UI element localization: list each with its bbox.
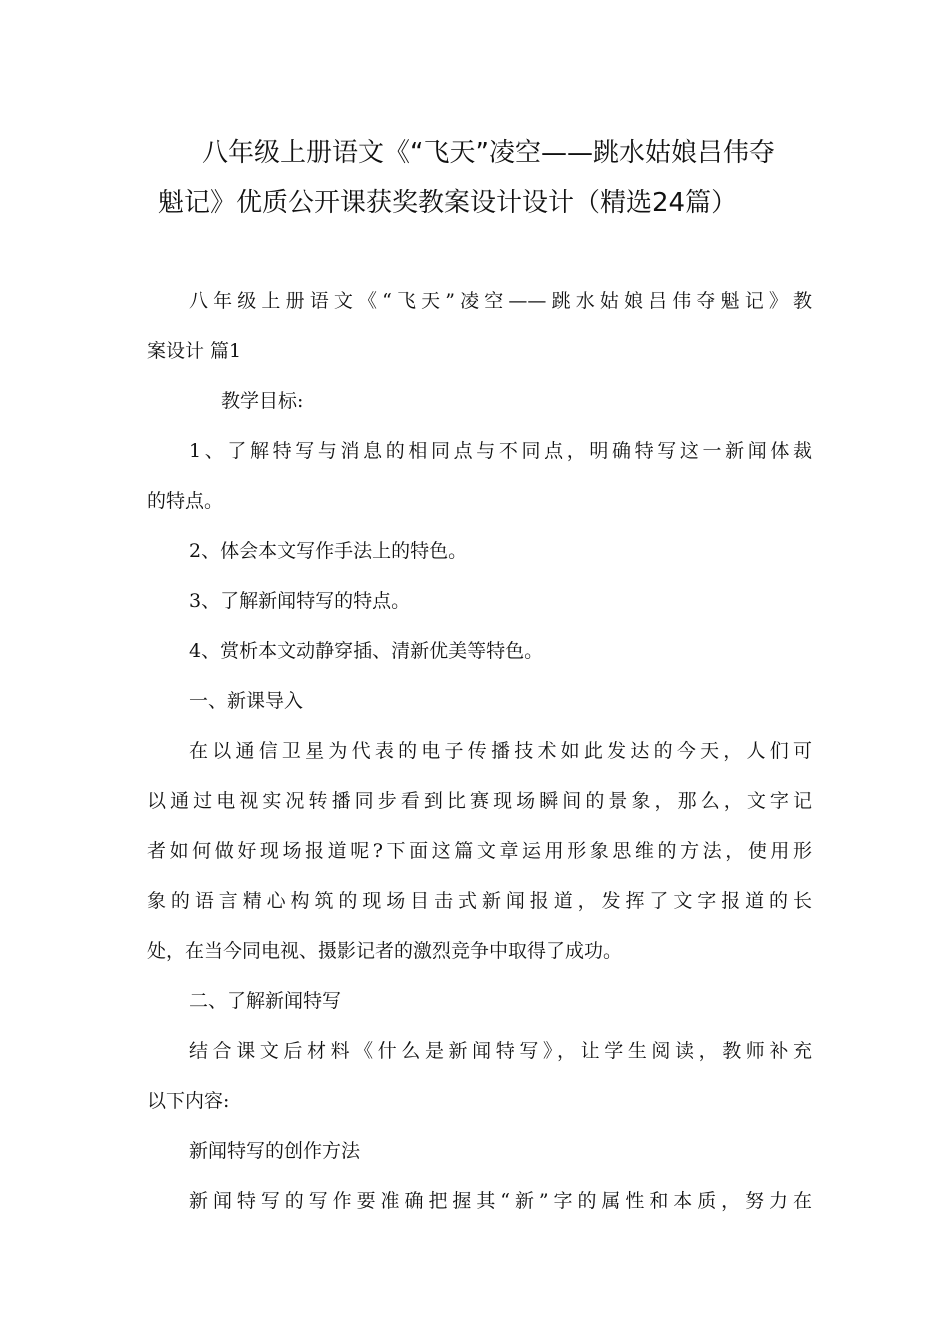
title-line-2: 魁记》优质公开课获奖教案设计设计（精选24篇）: [158, 188, 738, 218]
paragraph-line: 八年级上册语文《“飞天”凌空——跳水姑娘吕伟夺魁记》教: [189, 290, 812, 312]
section-heading: 新闻特写的创作方法: [189, 1140, 361, 1162]
paragraph-line: 以下内容:: [147, 1090, 230, 1112]
paragraph-line: 的特点。: [147, 490, 224, 512]
document-title: [140, 128, 820, 228]
paragraph-line: 象的语言精心构筑的现场目击式新闻报道，发挥了文字报道的长: [147, 890, 812, 912]
paragraph-line: 1、了解特写与消息的相同点与不同点，明确特写这一新闻体裁: [189, 440, 812, 462]
title-line-1: 八年级上册语文《“飞天”凌空——跳水姑娘吕伟夺: [202, 138, 775, 168]
section-heading: 教学目标:: [221, 390, 304, 412]
paragraph-line: 在以通信卫星为代表的电子传播技术如此发达的今天，人们可: [189, 740, 812, 762]
paragraph-line: 3、了解新闻特写的特点。: [189, 590, 411, 612]
section-heading: 一、新课导入: [189, 690, 304, 712]
paragraph-line: 结合课文后材料《什么是新闻特写》，让学生阅读，教师补充: [189, 1040, 812, 1062]
paragraph-line: 2、体会本文写作手法上的特色。: [189, 540, 468, 562]
paragraph-line: 4、赏析本文动静穿插、清新优美等特色。: [189, 640, 544, 662]
section-heading: 二、了解新闻特写: [189, 990, 342, 1012]
paragraph-line: 者如何做好现场报道呢?下面这篇文章运用形象思维的方法，使用形: [147, 840, 812, 862]
paragraph-line: 以通过电视实况转播同步看到比赛现场瞬间的景象，那么，文字记: [147, 790, 812, 812]
paragraph-line: 案设计 篇1: [147, 340, 242, 362]
paragraph-line: 处，在当今同电视、摄影记者的激烈竞争中取得了成功。: [147, 940, 623, 962]
paragraph-line: 新闻特写的写作要准确把握其“新”字的属性和本质，努力在: [189, 1190, 812, 1212]
